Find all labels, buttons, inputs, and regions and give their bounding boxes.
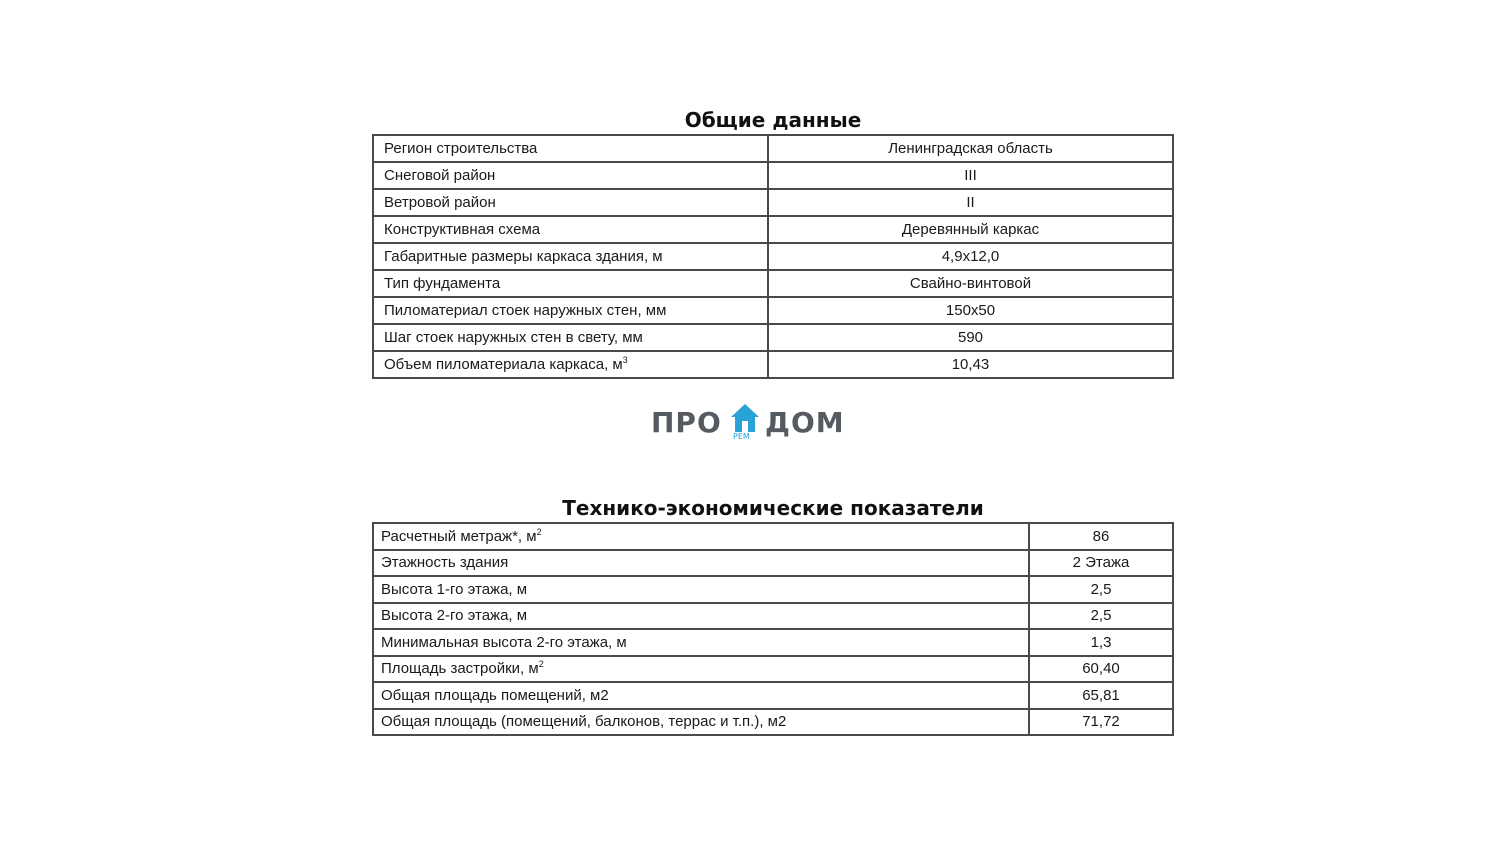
table-row xyxy=(373,270,1173,297)
indicators-title: Технико-экономические показатели xyxy=(562,496,984,520)
prodom-logo xyxy=(651,402,851,446)
table-row xyxy=(373,682,1173,709)
table-row xyxy=(373,162,1173,189)
row-value: 65,81 xyxy=(1029,682,1173,709)
row-value: 86 xyxy=(1029,523,1173,550)
row-label: Габаритные размеры каркаса здания, м xyxy=(373,243,768,270)
row-label xyxy=(373,523,1029,550)
row-value: 60,40 xyxy=(1029,656,1173,683)
row-value: Деревянный каркас xyxy=(768,216,1173,243)
row-value: 590 xyxy=(768,324,1173,351)
unit-superscript: 2 xyxy=(538,659,544,670)
row-label: Регион строительства xyxy=(373,135,768,162)
row-label xyxy=(373,656,1029,683)
row-label: Снеговой район xyxy=(373,162,768,189)
unit-superscript: 2 xyxy=(536,526,542,537)
table-row xyxy=(373,189,1173,216)
general-data-title: Общие данные xyxy=(684,108,862,132)
row-label: Высота 2-го этажа, м xyxy=(373,603,1029,630)
row-value: Свайно-винтовой xyxy=(768,270,1173,297)
row-label: Этажность здания xyxy=(373,550,1029,577)
row-label: Пиломатериал стоек наружных стен, мм xyxy=(373,297,768,324)
row-value: III xyxy=(768,162,1173,189)
table-row xyxy=(373,351,1173,378)
table-row xyxy=(373,135,1173,162)
row-value: II xyxy=(768,189,1173,216)
table-row xyxy=(373,656,1173,683)
row-label: Конструктивная схема xyxy=(373,216,768,243)
table-row xyxy=(373,297,1173,324)
row-label: Высота 1-го этажа, м xyxy=(373,576,1029,603)
table-row xyxy=(373,576,1173,603)
row-label xyxy=(373,351,768,378)
table-row xyxy=(373,603,1173,630)
row-label: Общая площадь (помещений, балконов, террас и т.п.), м2 xyxy=(373,709,1029,736)
row-value: 1,3 xyxy=(1029,629,1173,656)
row-label: Общая площадь помещений, м2 xyxy=(373,682,1029,709)
row-label-text: Площадь застройки, м xyxy=(381,660,539,678)
row-value: Ленинградская область xyxy=(768,135,1173,162)
house-icon xyxy=(729,402,761,434)
row-value: 2,5 xyxy=(1029,576,1173,603)
table-row xyxy=(373,550,1173,577)
row-value: 4,9х12,0 xyxy=(768,243,1173,270)
general-data-table xyxy=(372,134,1174,379)
unit-superscript: 3 xyxy=(622,355,628,365)
row-label: Минимальная высота 2-го этажа, м xyxy=(373,629,1029,656)
table-row xyxy=(373,523,1173,550)
row-value: 150х50 xyxy=(768,297,1173,324)
logo-subtext: РЕМ xyxy=(733,432,750,441)
row-value: 2 Этажа xyxy=(1029,550,1173,577)
row-value: 2,5 xyxy=(1029,603,1173,630)
logo-word-dom: ДОМ xyxy=(765,406,845,439)
logo-word-pro: ПРО xyxy=(651,406,722,439)
row-label-text: Расчетный метраж*, м xyxy=(381,527,537,545)
table-row xyxy=(373,324,1173,351)
row-label-text: Объем пиломатериала каркаса, м xyxy=(384,356,623,373)
row-value: 10,43 xyxy=(768,351,1173,378)
row-label: Тип фундамента xyxy=(373,270,768,297)
table-row xyxy=(373,629,1173,656)
table-row xyxy=(373,709,1173,736)
table-row xyxy=(373,216,1173,243)
row-value: 71,72 xyxy=(1029,709,1173,736)
table-row xyxy=(373,243,1173,270)
row-label: Ветровой район xyxy=(373,189,768,216)
row-label: Шаг стоек наружных стен в свету, мм xyxy=(373,324,768,351)
indicators-table xyxy=(372,522,1174,736)
